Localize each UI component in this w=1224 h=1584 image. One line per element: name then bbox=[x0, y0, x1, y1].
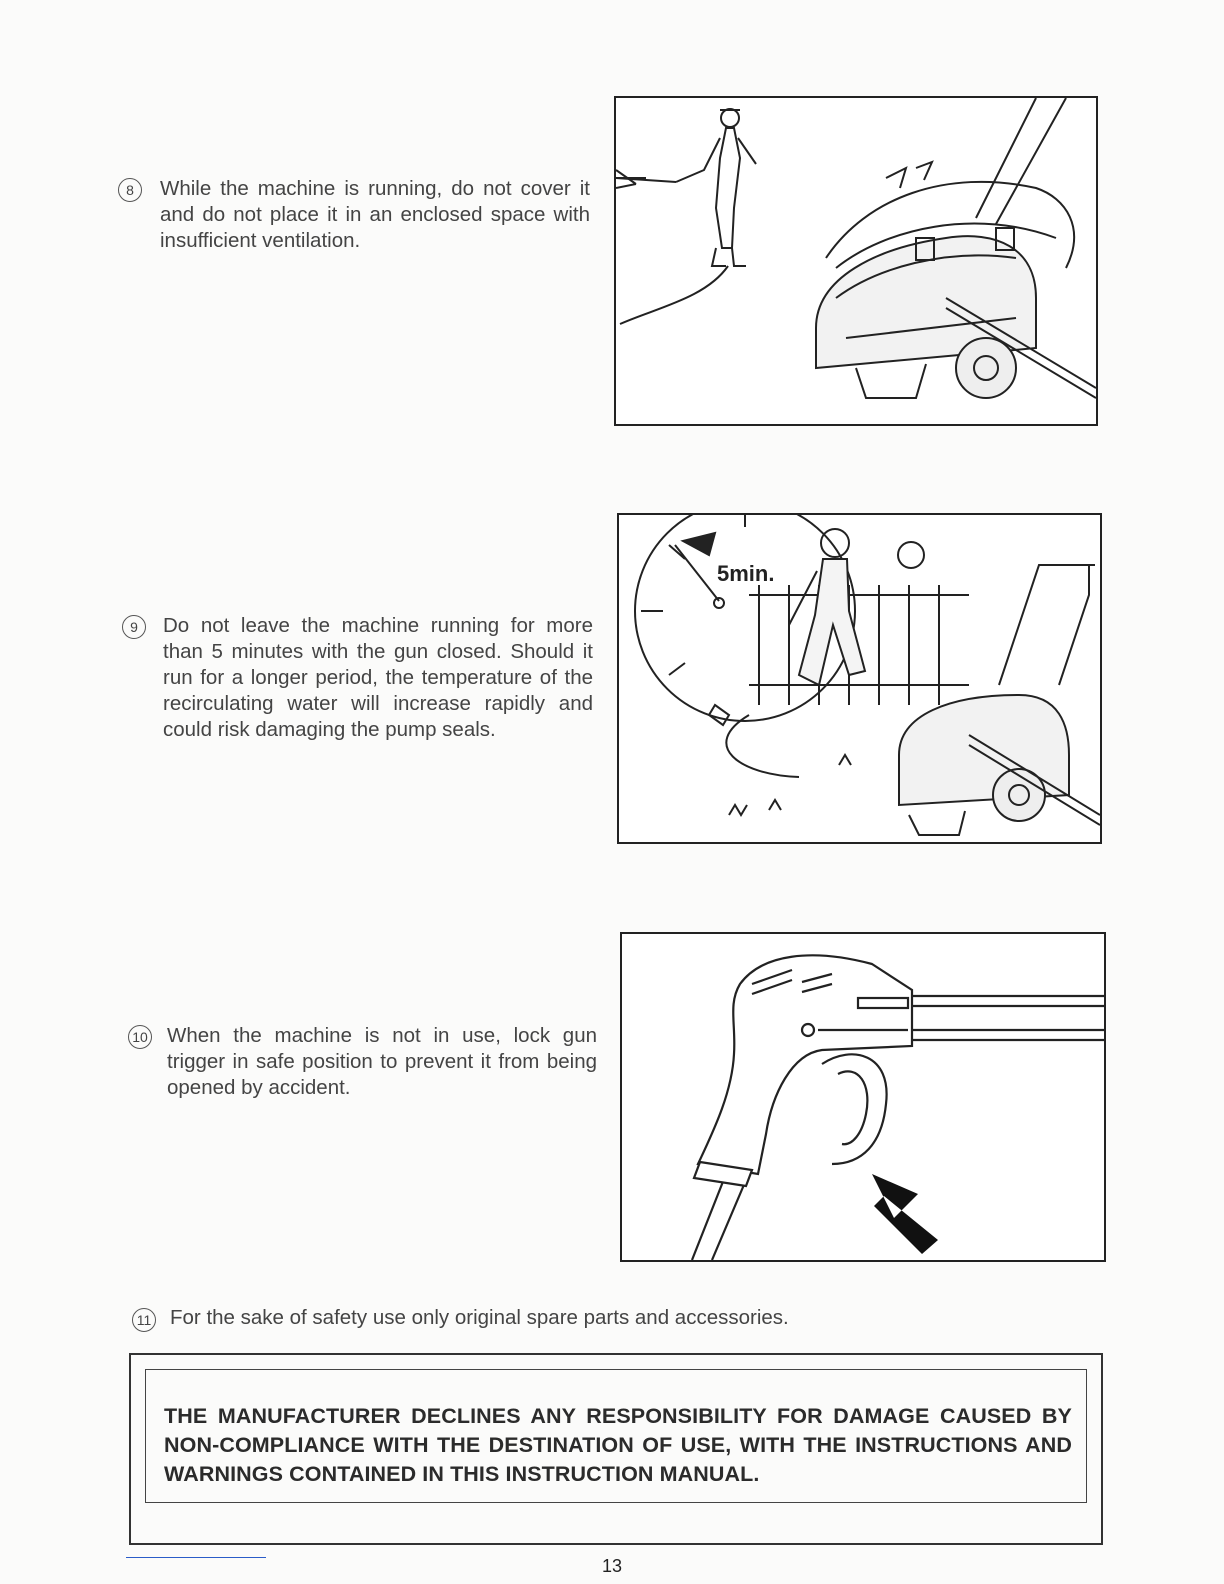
disclaimer-text: THE MANUFACTURER DECLINES ANY RESPONSIBILITY FOR DAMAGE CAUSED BY NON-COMPLIANCE WITH THE DESTINATION OF USE, WITH THE INSTRUCTIONS AND WARNINGS CONTAINED IN THIS INSTRUCTION MANUAL. bbox=[164, 1404, 1072, 1486]
number-10-icon: 10 bbox=[128, 1025, 152, 1049]
covered-machine-illustration bbox=[614, 96, 1098, 426]
item-10-text: When the machine is not in use, lock gun trigger in safe position to prevent it from being opened by accident. bbox=[167, 1024, 597, 1099]
covered-machine-drawing bbox=[616, 98, 1096, 424]
timer-machine-illustration bbox=[617, 513, 1102, 844]
item-9-text: Do not leave the machine running for more than 5 minutes with the gun closed. Should it run for a longer period, the temperature of the recirculating water will increase rapidly and could risk damaging the pump seals. bbox=[163, 614, 593, 741]
page-number: 13 bbox=[601, 1556, 623, 1576]
timer-machine-drawing bbox=[619, 515, 1100, 842]
footer-rule bbox=[126, 1557, 266, 1558]
disclaimer-box bbox=[129, 1353, 1103, 1545]
spray-gun-drawing bbox=[622, 934, 1104, 1260]
item-8-text: While the machine is running, do not cover it and do not place it in an enclosed space with insufficient ventilation. bbox=[160, 177, 590, 252]
number-8-icon: 8 bbox=[118, 178, 142, 202]
disclaimer-inner-frame bbox=[145, 1369, 1087, 1503]
item-11-text: For the sake of safety use only original spare parts and accessories. bbox=[170, 1306, 789, 1329]
number-11-icon: 11 bbox=[132, 1308, 156, 1332]
timer-label: 5min. bbox=[717, 561, 775, 586]
number-9-icon: 9 bbox=[122, 615, 146, 639]
spray-gun-trigger-illustration bbox=[620, 932, 1106, 1262]
